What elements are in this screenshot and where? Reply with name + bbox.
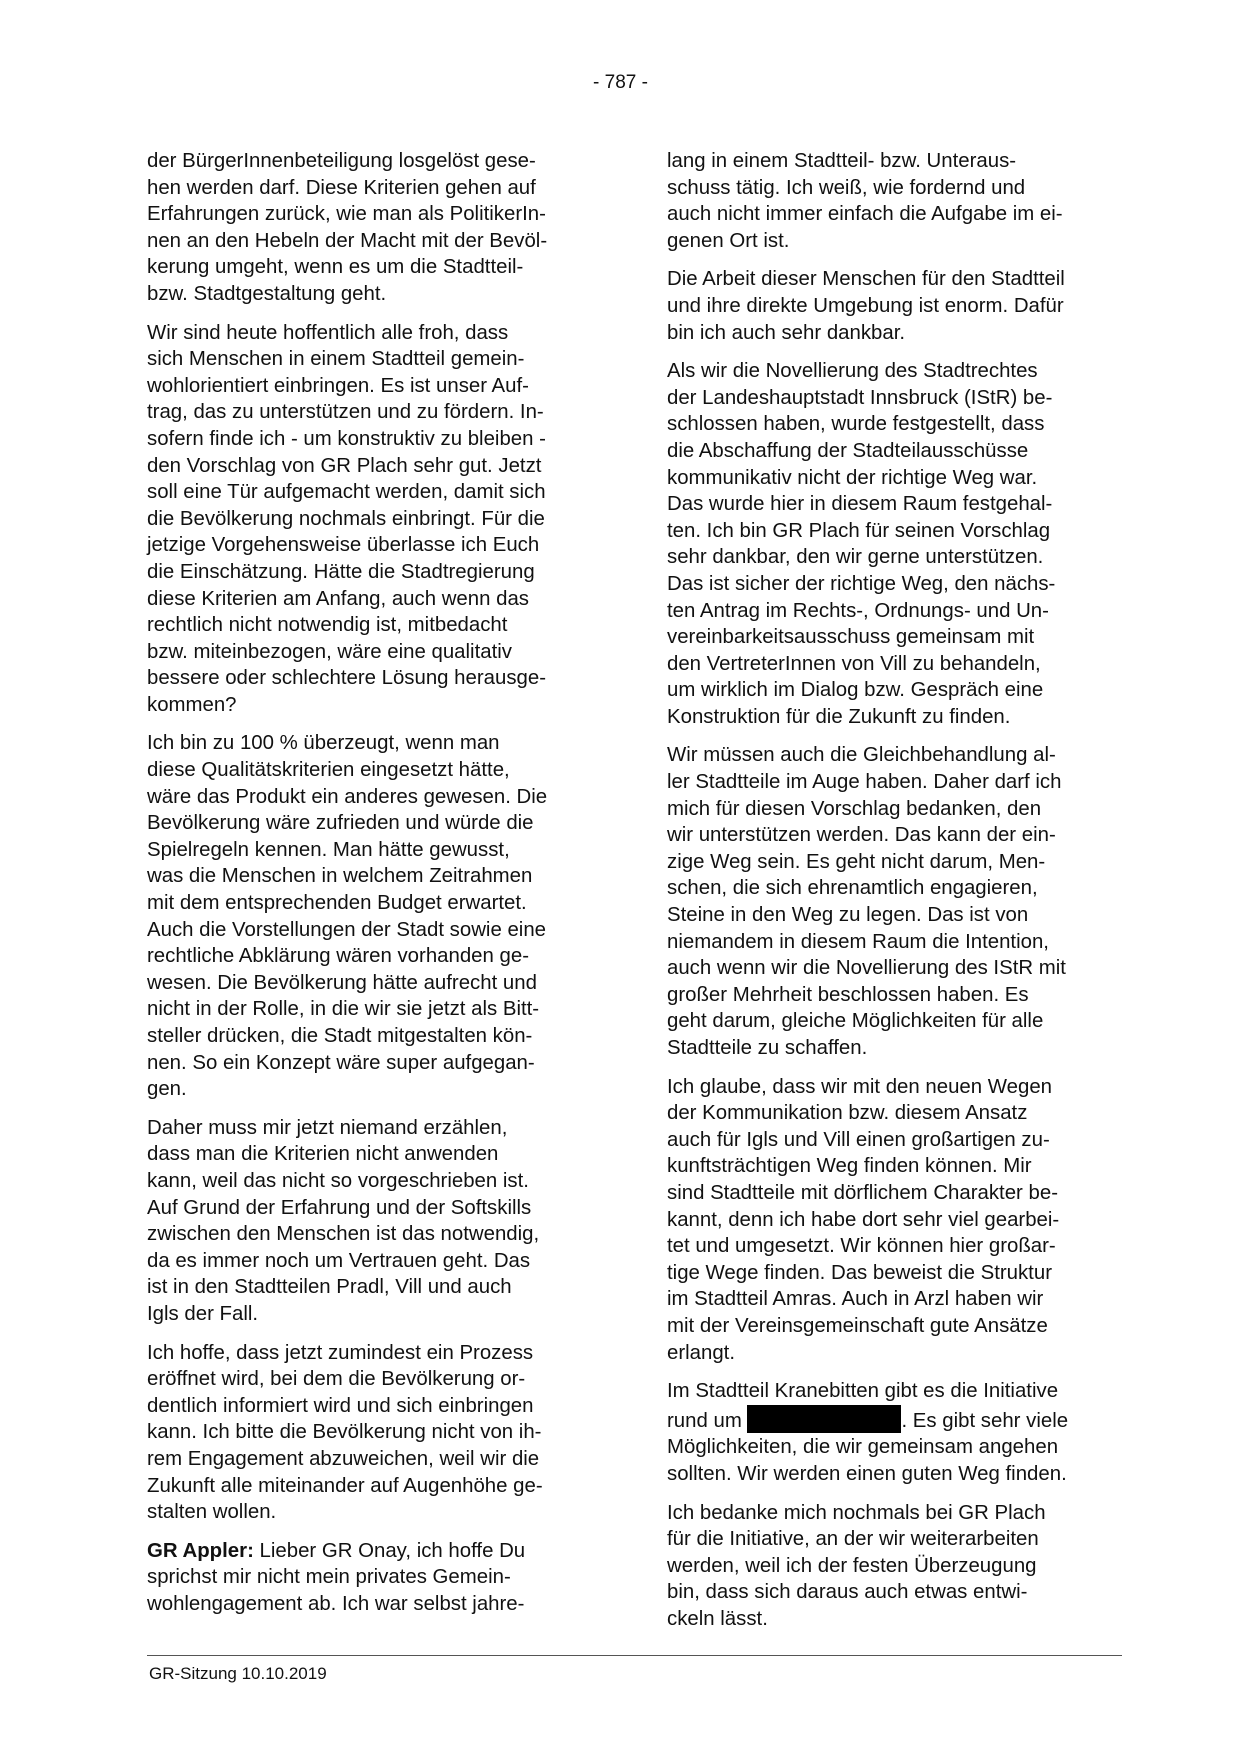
text-line: ten. Ich bin GR Plach für seinen Vorschlag bbox=[667, 519, 1051, 542]
text-line: kunftsträchtigen Weg finden können. Mir bbox=[667, 1155, 1032, 1178]
speech-text: Lieber GR Onay, ich hoffe Du bbox=[253, 1539, 526, 1562]
paragraph bbox=[147, 1340, 599, 1526]
page-number: - 787 - bbox=[593, 72, 648, 93]
text-line: Das wurde hier in diesem Raum festgehal- bbox=[667, 493, 1053, 516]
text-line: großer Mehrheit beschlossen haben. Es bbox=[667, 983, 1029, 1006]
text-line: Auf Grund der Erfahrung und der Softskills bbox=[147, 1196, 532, 1219]
text-line: bessere oder schlechtere Lösung herausge- bbox=[147, 667, 547, 690]
text-line: vereinbarkeitsausschuss gemeinsam mit bbox=[667, 626, 1035, 649]
text-line: im Stadtteil Amras. Auch in Arzl haben wir bbox=[667, 1288, 1044, 1311]
text-line: niemandem in diesem Raum die Intention, bbox=[667, 930, 1049, 953]
text-after-redaction: . Es gibt sehr viele bbox=[901, 1409, 1069, 1432]
text-line: zwischen den Menschen ist das notwendig, bbox=[147, 1223, 540, 1246]
text-line: geht darum, gleiche Möglichkeiten für alle bbox=[667, 1010, 1044, 1033]
redaction-box bbox=[747, 1405, 901, 1433]
paragraph bbox=[147, 730, 599, 1102]
text-line: eröffnet wird, bei dem die Bevölkerung or- bbox=[147, 1368, 526, 1391]
text-line: Auch die Vorstellungen der Stadt sowie eine bbox=[147, 918, 547, 941]
text-line: schlossen haben, wurde festgestellt, dass bbox=[667, 413, 1045, 436]
text-line: jetzige Vorgehensweise überlasse ich Euch bbox=[147, 534, 540, 557]
text-line: den VertreterInnen von Vill zu behandeln, bbox=[667, 652, 1041, 675]
text-line: Stadtteile zu schaffen. bbox=[667, 1037, 868, 1059]
right-column bbox=[667, 148, 1119, 1644]
text-line: Bevölkerung wäre zufrieden und würde die bbox=[147, 812, 534, 835]
text-line: tet und umgesetzt. Wir können hier großar- bbox=[667, 1235, 1056, 1258]
text-line: da es immer noch um Vertrauen geht. Das bbox=[147, 1249, 531, 1272]
text-line: Im Stadtteil Kranebitten gibt es die Initiative bbox=[667, 1380, 1059, 1403]
text-line: sollten. Wir werden einen guten Weg finden. bbox=[667, 1462, 1067, 1485]
paragraph bbox=[667, 1500, 1119, 1633]
text-line: wohlorientiert einbringen. Es ist unser Auf- bbox=[147, 374, 529, 397]
text-line: die Abschaffung der Stadteilausschüsse bbox=[667, 439, 1029, 462]
text-line: wäre das Produkt ein anderes gewesen. Die bbox=[147, 785, 548, 808]
text-line: Erfahrungen zurück, wie man als PolitikerIn- bbox=[147, 203, 546, 226]
text-line: Spielregeln kennen. Man hätte gewusst, bbox=[147, 838, 510, 861]
speech-paragraph bbox=[147, 1538, 599, 1618]
text-line: Zukunft alle miteinander auf Augenhöhe ge- bbox=[147, 1474, 543, 1497]
text-line: hen werden darf. Diese Kriterien gehen auf bbox=[147, 176, 536, 199]
text-line: schen, die sich ehrenamtlich engagieren, bbox=[667, 877, 1038, 900]
text-line: stalten wollen. bbox=[147, 1501, 277, 1524]
text-line: Ich bin zu 100 % überzeugt, wenn man bbox=[147, 732, 500, 755]
text-line: Igls der Fall. bbox=[147, 1302, 259, 1325]
text-line: und ihre direkte Umgebung ist enorm. Dafür bbox=[667, 294, 1064, 317]
text-line: Wir sind heute hoffentlich alle froh, dass bbox=[147, 321, 509, 344]
text-line: ten Antrag im Rechts-, Ordnungs- und Un- bbox=[667, 599, 1049, 622]
text-line: sprichst mir nicht mein privates Gemein- bbox=[147, 1566, 511, 1589]
text-line: für die Initiative, an der wir weiterarbeiten bbox=[667, 1528, 1039, 1551]
paragraph bbox=[667, 148, 1119, 254]
paragraph bbox=[667, 266, 1119, 346]
text-line: sich Menschen in einem Stadtteil gemein- bbox=[147, 348, 525, 371]
text-line: auch nicht immer einfach die Aufgabe im ei- bbox=[667, 203, 1063, 226]
text-line: soll eine Tür aufgemacht werden, damit sich bbox=[147, 481, 546, 504]
paragraph bbox=[667, 742, 1119, 1061]
text-line: kannt, denn ich habe dort sehr viel gearbei- bbox=[667, 1208, 1060, 1231]
text-line: dass man die Kriterien nicht anwenden bbox=[147, 1143, 499, 1166]
text-line: ler Stadtteile im Auge haben. Daher darf ich bbox=[667, 771, 1062, 794]
text-line: lang in einem Stadtteil- bzw. Unteraus- bbox=[667, 150, 1017, 172]
text-line: wir unterstützen werden. Das kann der ein- bbox=[667, 824, 1056, 847]
text-line: kerung umgeht, wenn es um die Stadtteil- bbox=[147, 256, 524, 279]
text-line: werden, weil ich der festen Überzeugung bbox=[667, 1554, 1037, 1577]
text-line: was die Menschen in welchem Zeitrahmen bbox=[147, 865, 533, 888]
text-line: dentlich informiert wird und sich einbringen bbox=[147, 1394, 534, 1417]
text-line: Als wir die Novellierung des Stadtrechtes bbox=[667, 360, 1038, 383]
text-line: zige Weg sein. Es geht nicht darum, Men- bbox=[667, 850, 1046, 873]
text-line: nen. So ein Konzept wäre super aufgegan- bbox=[147, 1051, 535, 1074]
text-line: diese Qualitätskriterien eingesetzt hätte, bbox=[147, 759, 510, 782]
text-line: auch für Igls und Vill einen großartigen zu- bbox=[667, 1128, 1050, 1151]
text-line: den Vorschlag von GR Plach sehr gut. Jetzt bbox=[147, 454, 542, 477]
text-line: erlangt. bbox=[667, 1341, 736, 1364]
paragraph bbox=[147, 148, 599, 308]
footer-divider bbox=[147, 1655, 1122, 1656]
text-line: ist in den Stadtteilen Pradl, Vill und auch bbox=[147, 1276, 512, 1299]
text-line: nicht in der Rolle, in die wir sie jetzt als Bitt- bbox=[147, 998, 540, 1021]
footer-session-date: GR-Sitzung 10.10.2019 bbox=[149, 1664, 327, 1683]
text-line: mit der Vereinsgemeinschaft gute Ansätze bbox=[667, 1314, 1048, 1337]
text-line: bin, dass sich daraus auch etwas entwi- bbox=[667, 1581, 1028, 1604]
text-line: auch wenn wir die Novellierung des IStR mit bbox=[667, 957, 1066, 980]
text-line: rechtliche Abklärung wären vorhanden ge- bbox=[147, 945, 529, 968]
text-line bbox=[147, 1538, 599, 1565]
text-line: sehr dankbar, den wir gerne unterstützen. bbox=[667, 546, 1044, 569]
text-line: Steine in den Weg zu legen. Das ist von bbox=[667, 904, 1029, 927]
text-line: kann, weil das nicht so vorgeschrieben ist. bbox=[147, 1169, 529, 1192]
text-line: trag, das zu unterstützen und zu fördern. In- bbox=[147, 401, 544, 424]
text-line: mit dem entsprechenden Budget erwartet. bbox=[147, 892, 527, 915]
text-line: die Einschätzung. Hätte die Stadtregierung bbox=[147, 560, 535, 583]
text-line: diese Kriterien am Anfang, auch wenn das bbox=[147, 587, 529, 610]
text-line: Daher muss mir jetzt niemand erzählen, bbox=[147, 1116, 508, 1139]
text-line: sofern finde ich - um konstruktiv zu bleiben - bbox=[147, 427, 546, 450]
paragraph-with-redaction bbox=[667, 1378, 1119, 1487]
text-line: kommunikativ nicht der richtige Weg war. bbox=[667, 466, 1038, 489]
text-line: Die Arbeit dieser Menschen für den Stadtteil bbox=[667, 268, 1065, 291]
paragraph bbox=[667, 358, 1119, 730]
text-line: gen. bbox=[147, 1078, 187, 1101]
text-line: tige Wege finden. Das beweist die Struktur bbox=[667, 1261, 1052, 1284]
text-line: wesen. Die Bevölkerung hätte aufrecht und bbox=[147, 971, 537, 994]
text-line: um wirklich im Dialog bzw. Gespräch eine bbox=[667, 679, 1044, 702]
speaker-name: GR Appler: bbox=[147, 1539, 254, 1562]
text-line: Konstruktion für die Zukunft zu finden. bbox=[667, 705, 1011, 728]
text-line: Das ist sicher der richtige Weg, den nächs- bbox=[667, 572, 1056, 595]
paragraph bbox=[667, 1074, 1119, 1367]
text-line: mich für diesen Vorschlag bedanken, den bbox=[667, 797, 1042, 820]
text-line: Möglichkeiten, die wir gemeinsam angehen bbox=[667, 1436, 1059, 1459]
text-line: der BürgerInnenbeteiligung losgelöst gese- bbox=[147, 150, 536, 172]
text-line: wohlengagement ab. Ich war selbst jahre- bbox=[147, 1592, 525, 1615]
text-line: nen an den Hebeln der Macht mit der Bevöl- bbox=[147, 229, 548, 252]
text-line: der Landeshauptstadt Innsbruck (IStR) be- bbox=[667, 386, 1053, 409]
text-line: sind Stadtteile mit dörflichem Charakter be- bbox=[667, 1181, 1058, 1204]
text-line: die Bevölkerung nochmals einbringt. Für die bbox=[147, 507, 545, 530]
text-line: kommen? bbox=[147, 693, 237, 716]
text-line: Ich bedanke mich nochmals bei GR Plach bbox=[667, 1501, 1046, 1524]
text-line: bzw. Stadtgestaltung geht. bbox=[147, 282, 387, 305]
text-line: rechtlich nicht notwendig ist, mitbedacht bbox=[147, 614, 508, 637]
text-line: rem Engagement abzuweichen, weil wir die bbox=[147, 1447, 540, 1470]
text-line: Wir müssen auch die Gleichbehandlung al- bbox=[667, 744, 1056, 767]
text-line: Ich hoffe, dass jetzt zumindest ein Prozess bbox=[147, 1341, 534, 1364]
text-line: der Kommunikation bzw. diesem Ansatz bbox=[667, 1102, 1028, 1125]
paragraph bbox=[147, 320, 599, 719]
text-line: bin ich auch sehr dankbar. bbox=[667, 321, 906, 344]
paragraph bbox=[147, 1115, 599, 1328]
text-line: steller drücken, die Stadt mitgestalten kön- bbox=[147, 1025, 533, 1047]
text-line: bzw. miteinbezogen, wäre eine qualitativ bbox=[147, 640, 512, 663]
text-line: Ich glaube, dass wir mit den neuen Wegen bbox=[667, 1075, 1053, 1098]
text-line: ckeln lässt. bbox=[667, 1607, 768, 1630]
text-before-redaction: rund um bbox=[667, 1409, 748, 1432]
left-column bbox=[147, 148, 599, 1629]
text-line bbox=[667, 1405, 1119, 1435]
text-line: kann. Ich bitte die Bevölkerung nicht von ih- bbox=[147, 1421, 542, 1444]
text-line: genen Ort ist. bbox=[667, 229, 790, 252]
text-line: schuss tätig. Ich weiß, wie fordernd und bbox=[667, 176, 1026, 199]
